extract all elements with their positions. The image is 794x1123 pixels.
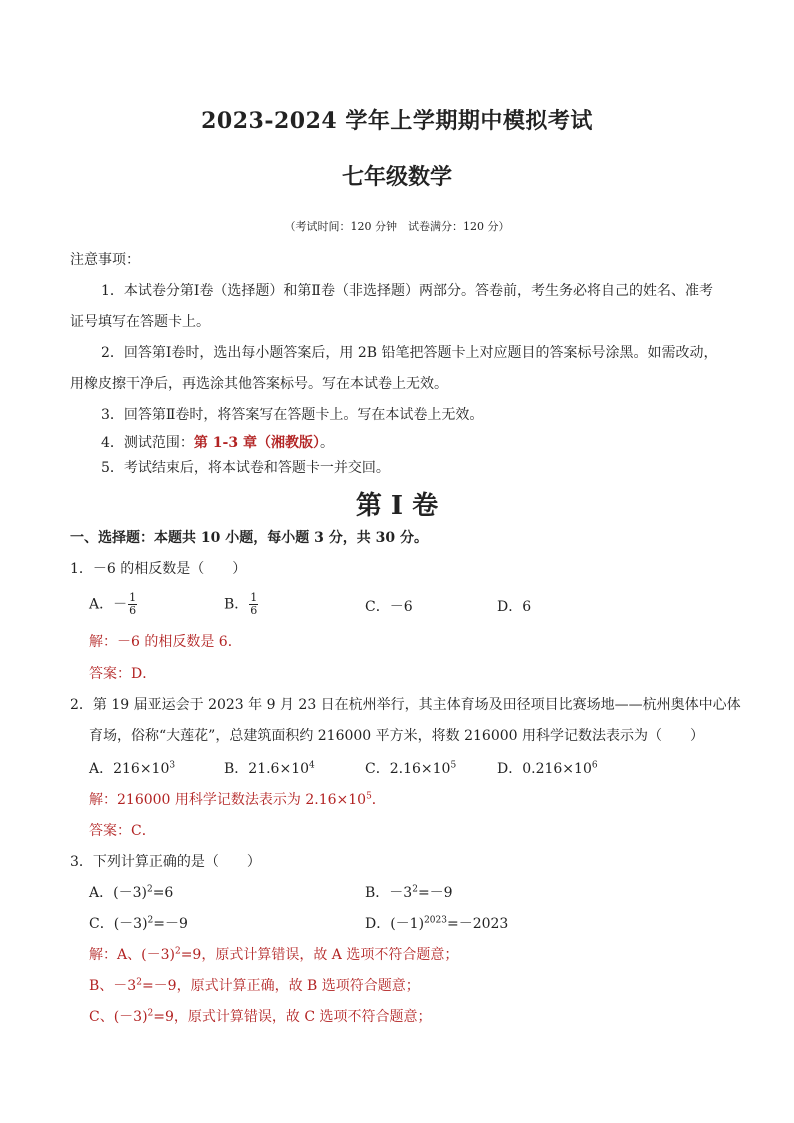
q3-option-d [365, 913, 508, 933]
exam-subtitle: 七年级数学 [341, 164, 452, 190]
q3-option-a-base: A．(－3) [89, 885, 147, 901]
q2-option-d [497, 758, 598, 778]
q3-option-a-exponent: 2 [146, 884, 153, 895]
q3-solution-b-exponent: 2 [136, 977, 142, 988]
q3-solution-b-text: B、－3 [89, 978, 137, 994]
q2-option-b-base: B．21.6×10 [224, 761, 310, 777]
q1-option-b-denominator: 6 [250, 604, 258, 617]
q3-option-c-exponent: 2 [147, 915, 154, 926]
q2-option-d-base: D．0.216×10 [497, 761, 592, 777]
notes-heading: 注意事项： [70, 252, 140, 268]
q3-solution-a [89, 944, 458, 964]
q1-option-d: D．6 [497, 599, 532, 615]
q3-solution-a-text: 解：A、(－3) [89, 947, 175, 963]
q1-option-b-label: B． [224, 596, 249, 613]
q3-option-c [89, 913, 188, 933]
q3-option-c-result: =－9 [153, 916, 188, 932]
q1-option-a-fraction [128, 592, 137, 617]
q3-solution-c-exponent: 2 [147, 1008, 154, 1019]
q3-solution-c-text: C、(－3) [89, 1009, 148, 1025]
q3-solution-b [89, 975, 420, 995]
q2-option-c-base: C．2.16×10 [365, 761, 451, 777]
q2-option-c [365, 758, 456, 778]
q1-stem: 1．－6 的相反数是（ ） [70, 561, 247, 577]
q2-option-a-base: A．216×10 [89, 761, 170, 777]
q3-solution-b-end: =－9，原式计算正确，故 B 选项符合题意； [141, 978, 420, 994]
q3-option-a [89, 882, 173, 902]
note-5: 5．考试结束后，将本试卷和答题卡一并交回。 [101, 460, 390, 476]
exam-meta: （考试时间：120 分钟 试卷满分：120 分） [284, 220, 510, 233]
q1-option-b-numerator: 1 [250, 591, 258, 604]
q2-option-a-exponent: 3 [169, 760, 176, 771]
q3-option-b-base: B．－3 [365, 885, 413, 901]
q1-option-b-fraction [249, 592, 258, 617]
q2-solution-exponent: 5 [366, 791, 372, 802]
q1-option-a [89, 592, 137, 617]
q3-solution-c [89, 1006, 432, 1026]
q3-solution-a-exponent: 2 [174, 946, 181, 957]
q2-option-c-exponent: 5 [450, 760, 457, 771]
q2-solution [89, 789, 386, 809]
note-4-prefix: 4．测试范围： [101, 435, 194, 451]
section-title: 第 I 卷 [355, 491, 439, 521]
q3-option-b-exponent: 2 [412, 884, 418, 895]
q3-option-d-result: =－2023 [446, 916, 509, 932]
q1-option-b [224, 592, 258, 617]
q1-option-a-denominator: 6 [129, 604, 137, 617]
q1-answer: 答案：D． [89, 666, 157, 682]
q1-option-a-numerator: 1 [129, 591, 137, 604]
q2-solution-text: 解：216000 用科学记数法表示为 2.16×10 [89, 792, 367, 808]
q3-solution-c-end: =9，原式计算错误，故 C 选项不符合题意； [153, 1009, 432, 1025]
q2-option-b-exponent: 4 [309, 760, 315, 771]
note-4 [101, 432, 334, 452]
q2-solution-end: ． [371, 792, 386, 808]
q3-option-c-base: C．(－3) [89, 916, 148, 932]
q3-option-b [365, 882, 453, 902]
q2-stem-line-2: 育场，俗称“大莲花”，总建筑面积约 216000 平方米，将数 216000 用科学记数法表示为（ ） [89, 728, 704, 744]
q3-option-b-result: =－9 [417, 885, 453, 901]
q3-option-d-base: D．(－1) [365, 916, 425, 932]
q2-option-a [89, 758, 175, 778]
note-1-line-1: 1．本试卷分第Ⅰ卷（选择题）和第Ⅱ卷（非选择题）两部分。答卷前，考生务必将自己的姓名、准考 [101, 283, 713, 299]
note-4-suffix: 。 [319, 435, 334, 451]
q3-option-d-exponent: 2023 [424, 915, 447, 926]
q3-stem: 3．下列计算正确的是（ ） [70, 854, 261, 870]
q2-answer: 答案：C． [89, 823, 156, 839]
q1-solution: 解：－6 的相反数是 6． [89, 634, 242, 650]
q3-option-a-result: =6 [152, 885, 174, 901]
note-2-line-1: 2．回答第Ⅰ卷时，选出每小题答案后，用 2B 铅笔把答题卡上对应题目的答案标号涂黑。如需改动， [101, 345, 718, 361]
q2-stem-line-1: 2．第 19 届亚运会于 2023 年 9 月 23 日在杭州举行，其主体育场及田径项目比赛场地——杭州奥体中心体 [70, 697, 741, 713]
q3-solution-a-end: =9，原式计算错误，故 A 选项不符合题意； [180, 947, 459, 963]
note-3: 3．回答第Ⅱ卷时，将答案写在答题卡上。写在本试卷上无效。 [101, 407, 484, 423]
q1-option-a-label: A．－ [89, 596, 128, 613]
note-1-line-2: 证号填写在答题卡上。 [70, 314, 210, 330]
q2-option-d-exponent: 6 [591, 760, 598, 771]
q2-option-b [224, 758, 315, 778]
part-1-heading: 一、选择题：本题共 10 小题，每小题 3 分，共 30 分。 [70, 530, 428, 546]
note-2-line-2: 用橡皮擦干净后，再选涂其他答案标号。写在本试卷上无效。 [70, 376, 448, 392]
note-4-range: 第 1-3 章（湘教版） [193, 435, 320, 451]
exam-title: 2023-2024 学年上学期期中模拟考试 [201, 108, 593, 134]
q1-option-c: C．－6 [365, 599, 413, 615]
